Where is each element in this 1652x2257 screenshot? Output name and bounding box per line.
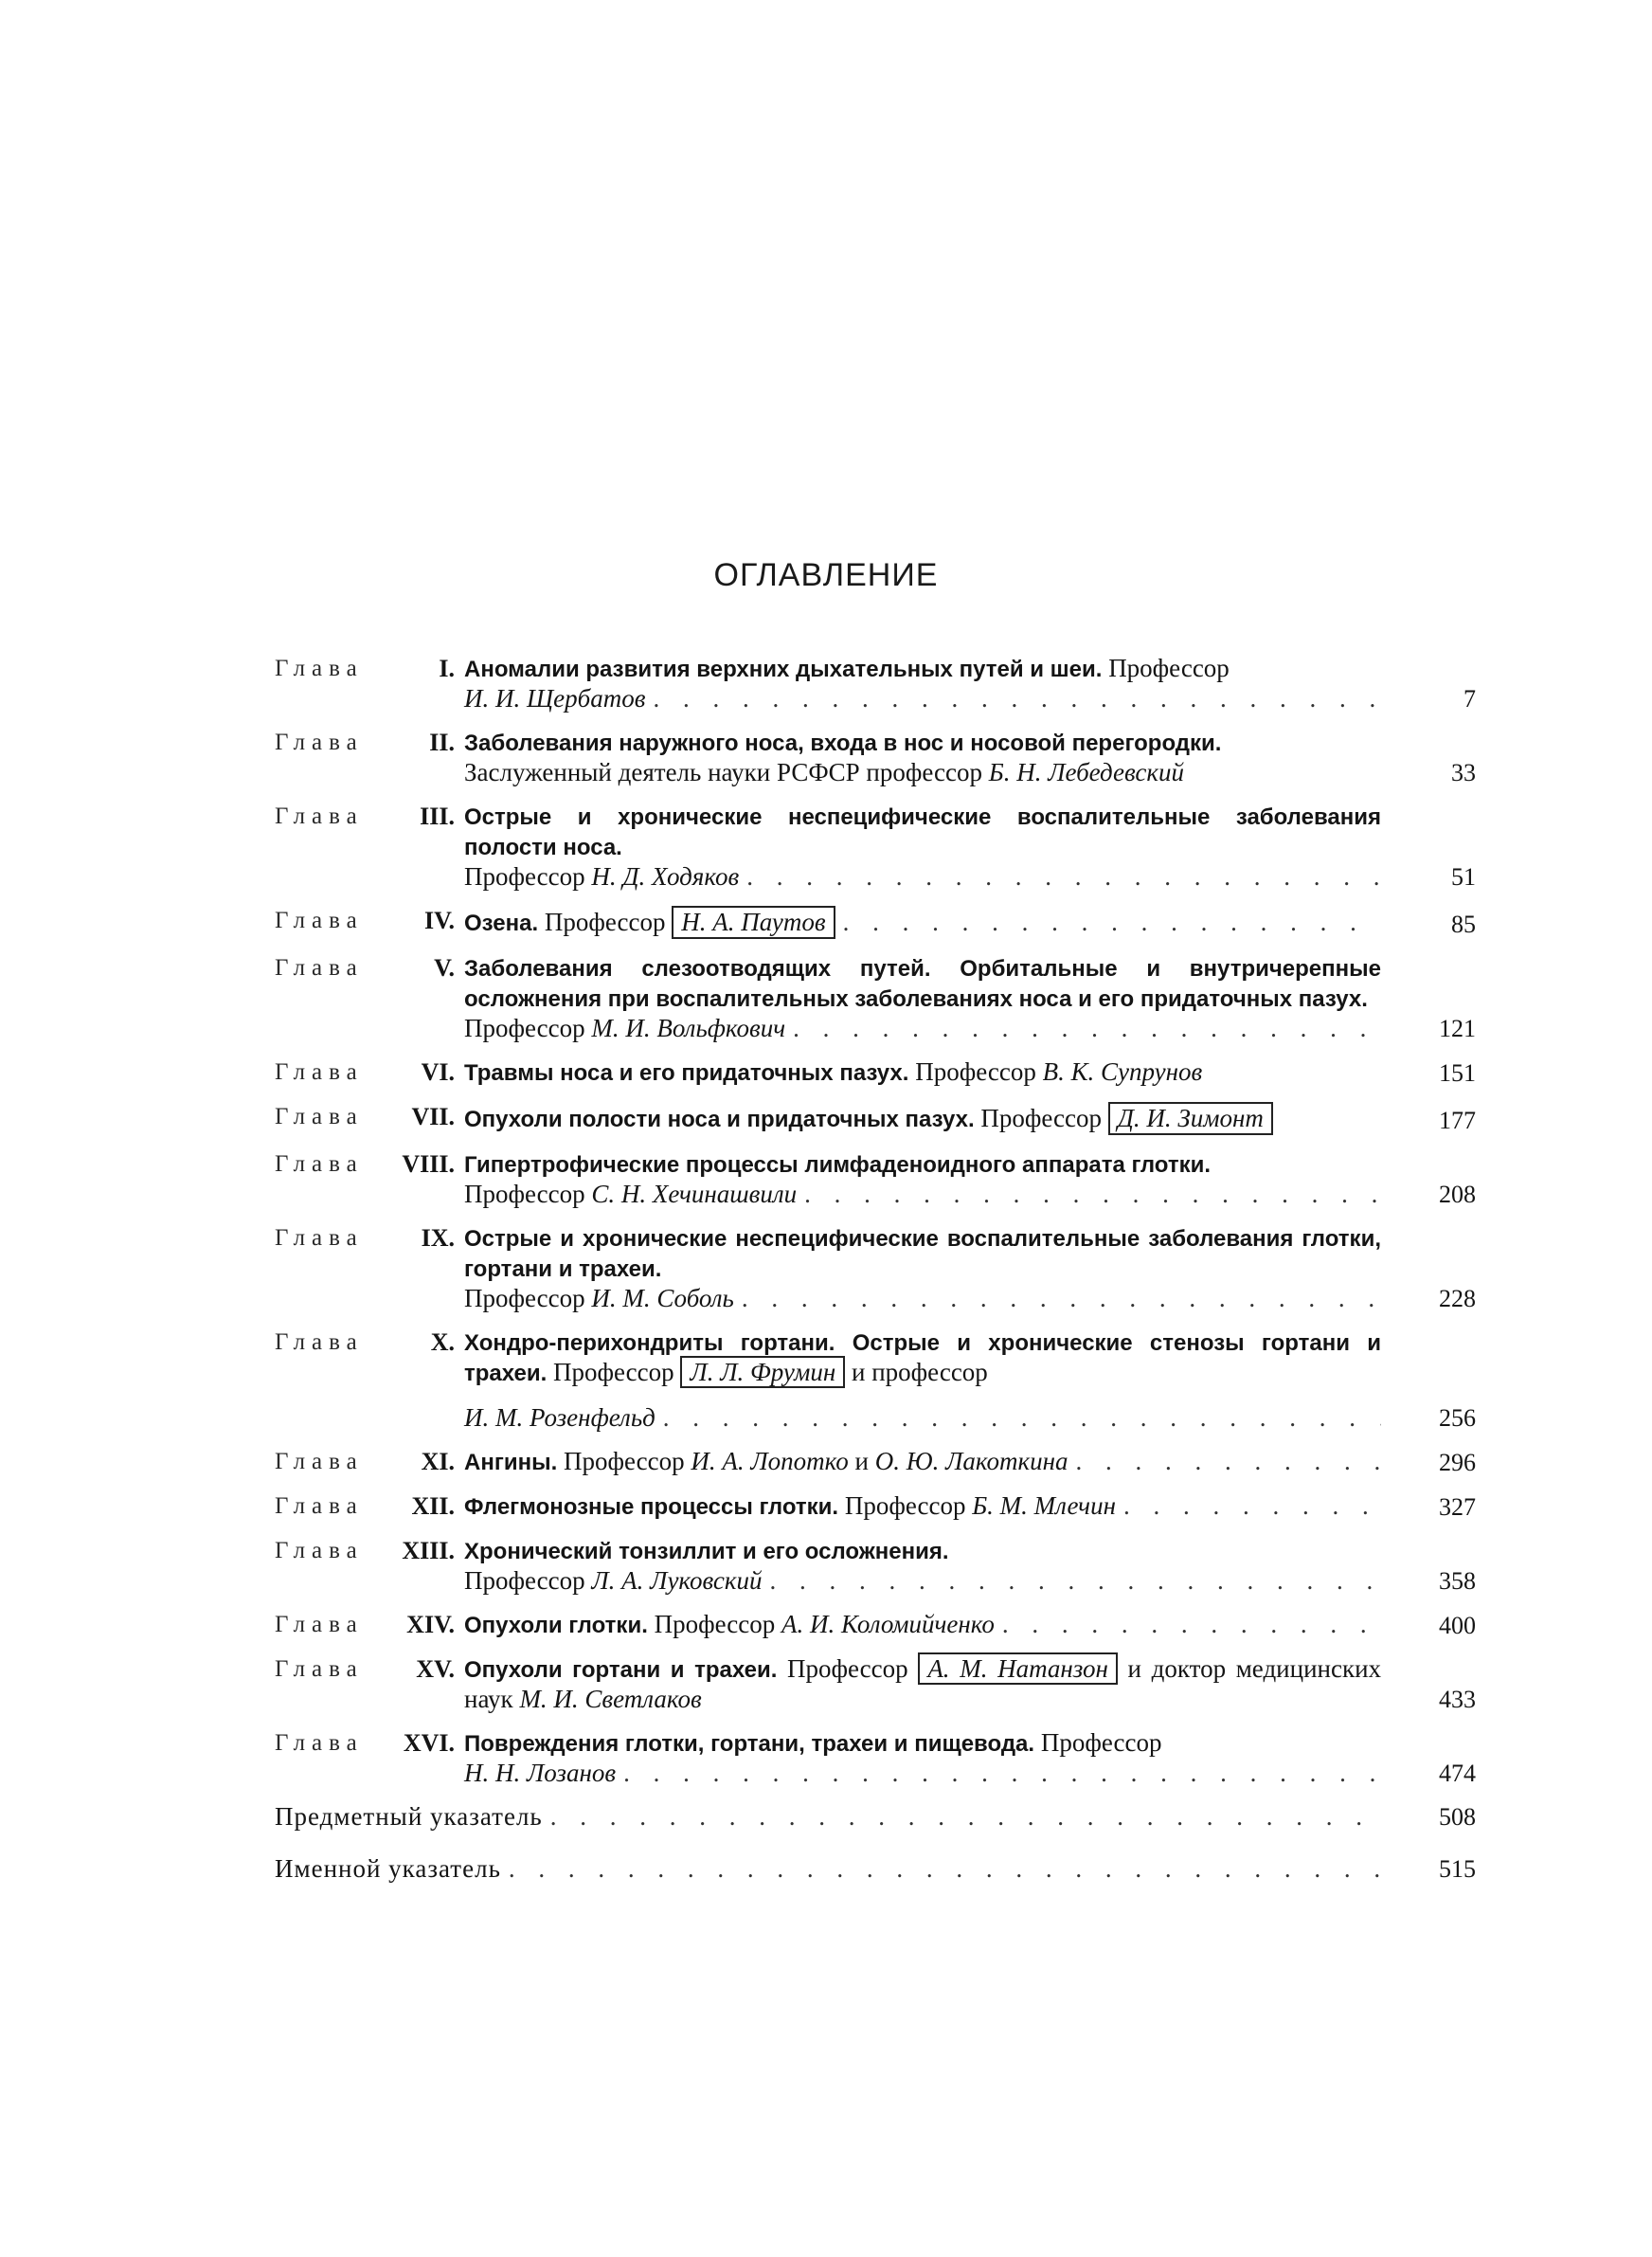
page-number: 515 [1439, 1855, 1476, 1883]
author-line [464, 906, 1381, 939]
chapter-word: Глава [275, 955, 364, 981]
page-number: 7 [1463, 685, 1476, 713]
author-line [464, 1491, 1381, 1522]
chapter-word: Глава [275, 803, 364, 829]
chapter-author-2: О. Ю. Лакоткина [874, 1447, 1068, 1475]
toc-name-index[interactable] [275, 1854, 1476, 1884]
chapter-title: Острые и хронические неспецифические воспалительные заболевания полости носа. [464, 804, 1381, 860]
chapter-number: XV. [416, 1655, 455, 1683]
chapter-author: И. М. Соболь [591, 1284, 734, 1312]
toc-entry-16[interactable] [275, 1728, 1476, 1788]
chapter-title: Хронический тонзиллит и его осложнения. [464, 1539, 949, 1564]
chapter-author-boxed: А. М. Натанзон [918, 1652, 1118, 1685]
chapter-body [464, 1491, 1381, 1522]
chapter-body [464, 1536, 1381, 1596]
toc-subject-index[interactable] [275, 1802, 1476, 1832]
author-prefix: Профессор [787, 1654, 908, 1683]
leader-dots [843, 908, 1381, 937]
chapter-word: Глава [275, 1493, 364, 1519]
author-line [464, 758, 1381, 787]
author-line [464, 1566, 1381, 1596]
author-line [464, 1180, 1381, 1209]
chapter-author-2: М. И. Светлаков [519, 1685, 702, 1713]
page-number: 296 [1439, 1449, 1476, 1476]
author-line [464, 1610, 1381, 1640]
chapter-title: Флегмонозные процессы глотки. [464, 1494, 839, 1520]
index-line [275, 1854, 1381, 1884]
author-prefix: Профессор [654, 1610, 776, 1638]
chapter-word: Глава [275, 1059, 364, 1085]
chapter-number: I. [439, 655, 455, 682]
page-number: 85 [1451, 911, 1476, 938]
chapter-title: Опухоли глотки. [464, 1613, 648, 1638]
page-number: 151 [1439, 1059, 1476, 1087]
chapter-body [464, 1728, 1381, 1788]
page-number: 121 [1439, 1015, 1476, 1042]
author-line [464, 1057, 1381, 1088]
leader-dots [1076, 1447, 1382, 1476]
chapter-author: М. И. Вольфкович [591, 1014, 786, 1042]
toc-entry-14[interactable] [275, 1610, 1476, 1640]
page-number: 33 [1451, 759, 1476, 786]
chapter-author: Л. А. Луковский [591, 1566, 763, 1595]
page-number: 228 [1439, 1285, 1476, 1312]
chapter-number: X. [430, 1328, 455, 1356]
chapter-number: III. [420, 803, 455, 830]
leader-dots [509, 1854, 1381, 1884]
chapter-author: Б. М. Млечин [972, 1491, 1116, 1520]
chapter-title: Озена. [464, 911, 539, 936]
chapter-word: Глава [275, 1612, 364, 1637]
author-joiner: и [854, 1447, 869, 1475]
chapter-body [464, 1223, 1381, 1313]
chapter-title: Гипертрофические процессы лимфаденоидного аппарата глотки. [464, 1152, 1212, 1178]
chapter-author: Н. Д. Ходяков [591, 862, 740, 891]
leader-dots [746, 862, 1381, 892]
chapter-author: В. К. Супрунов [1042, 1057, 1203, 1086]
chapter-word: Глава [275, 1225, 364, 1251]
chapter-word: Глава [275, 1656, 364, 1682]
chapter-word: Глава [275, 1104, 364, 1129]
chapter-title: Ангины. [464, 1450, 558, 1475]
chapter-title: Опухоли полости носа и придаточных пазух. [464, 1107, 975, 1132]
chapter-word: Глава [275, 1151, 364, 1177]
chapter-title: Опухоли гортани и трахеи. [464, 1657, 778, 1683]
page-number: 177 [1439, 1107, 1476, 1134]
author-prefix: Профессор [544, 908, 666, 936]
chapter-number: VIII. [402, 1150, 455, 1178]
author-line [464, 862, 1381, 892]
chapter-author-boxed: Н. А. Паутов [672, 906, 835, 939]
chapter-body [464, 802, 1381, 892]
chapter-author-boxed: Д. И. Зимонт [1108, 1102, 1273, 1135]
chapter-title: Аномалии развития верхних дыхательных путей и шеи. [464, 657, 1103, 682]
leader-dots [742, 1284, 1381, 1313]
chapter-author: Б. Н. Лебедевский [988, 758, 1184, 786]
toc-entry-4[interactable] [275, 906, 1476, 939]
leader-dots [1123, 1491, 1381, 1521]
page-number: 256 [1439, 1404, 1476, 1432]
chapter-title: Травмы носа и его придаточных пазух. [464, 1060, 909, 1086]
chapter-word: Глава [275, 1449, 364, 1474]
author-prefix: Профессор [553, 1358, 674, 1386]
page-number: 208 [1439, 1181, 1476, 1208]
table-of-contents [275, 654, 1476, 1906]
leader-dots [663, 1403, 1381, 1433]
author-line [464, 1447, 1381, 1477]
chapter-number: VI. [421, 1058, 455, 1086]
chapter-number: XIII. [402, 1537, 455, 1564]
toc-entry-3[interactable] [275, 802, 1476, 892]
chapter-body [464, 1610, 1381, 1640]
author-prefix: Профессор [464, 1566, 585, 1595]
chapter-title: Заболевания наружного носа, входа в нос и носовой перегородки. [464, 731, 1222, 756]
chapter-author-2: И. М. Розенфельд [464, 1403, 655, 1432]
author-prefix: Профессор [844, 1491, 966, 1520]
author-prefix: Профессор [980, 1104, 1102, 1132]
author-line [464, 1284, 1381, 1313]
author-prefix: Профессор [464, 1014, 585, 1042]
index-label: Предметный указатель [275, 1802, 543, 1831]
author-prefix: Профессор [915, 1057, 1036, 1086]
toc-entry-8[interactable] [275, 1149, 1476, 1209]
chapter-author: И. А. Лопотко [691, 1447, 849, 1475]
author-line [464, 1403, 1381, 1433]
chapter-author: А. И. Коломийченко [781, 1610, 995, 1638]
toc-entry-15[interactable] [275, 1654, 1476, 1714]
toc-entry-13[interactable] [275, 1536, 1476, 1596]
leader-dots [550, 1802, 1381, 1832]
index-line [275, 1802, 1381, 1832]
author-line [464, 1102, 1381, 1135]
toc-entry-11[interactable] [275, 1447, 1476, 1477]
chapter-word: Глава [275, 656, 364, 681]
toc-entry-6[interactable] [275, 1057, 1476, 1088]
chapter-body [464, 1057, 1381, 1088]
toc-entry-10[interactable] [275, 1327, 1476, 1433]
chapter-word: Глава [275, 1538, 364, 1563]
author-joiner: и профессор [852, 1358, 988, 1386]
author-prefix: Профессор [464, 1284, 585, 1312]
chapter-body [464, 1654, 1381, 1714]
chapter-body [464, 906, 1381, 939]
chapter-title: Острые и хронические неспецифические воспалительные заболевания глотки, гортани и трахеи. [464, 1226, 1381, 1282]
chapter-author-boxed: Л. Л. Фрумин [680, 1356, 845, 1388]
page-number: 508 [1439, 1803, 1476, 1831]
toc-entry-12[interactable] [275, 1491, 1476, 1522]
page-number: 327 [1439, 1493, 1476, 1521]
chapter-author: Н. Н. Лозанов [464, 1759, 617, 1787]
chapter-author: И. И. Щербатов [464, 684, 646, 713]
chapter-body [464, 1327, 1381, 1433]
author-line [464, 1014, 1381, 1043]
page-number: 474 [1439, 1760, 1476, 1787]
chapter-body [464, 654, 1381, 713]
toc-entry-7[interactable] [275, 1102, 1476, 1135]
author-line [464, 1759, 1381, 1788]
chapter-word: Глава [275, 1730, 364, 1756]
leader-dots [770, 1566, 1381, 1596]
chapter-body [464, 728, 1381, 787]
chapter-number: VII. [411, 1103, 455, 1130]
page-number: 400 [1439, 1612, 1476, 1639]
author-prefix: Профессор [1040, 1728, 1162, 1757]
chapter-body [464, 953, 1381, 1043]
chapter-number: XVI. [403, 1729, 455, 1757]
chapter-word: Глава [275, 908, 364, 933]
author-prefix: Профессор [564, 1447, 685, 1475]
toc-entry-9[interactable] [275, 1223, 1476, 1313]
page-number: 433 [1439, 1686, 1476, 1713]
toc-entry-1[interactable] [275, 654, 1476, 713]
chapter-body [464, 1447, 1381, 1477]
chapter-number: IX. [421, 1224, 455, 1252]
leader-dots [793, 1014, 1381, 1043]
leader-dots [653, 684, 1381, 713]
chapter-author: С. Н. Хечинашвили [591, 1180, 798, 1208]
index-label: Именной указатель [275, 1854, 501, 1883]
author-joiner: и доктор медицинских наук [464, 1654, 1382, 1713]
page-number: 51 [1451, 863, 1476, 891]
chapter-title: Заболевания слезоотводящих путей. Орбитальные и внутричерепные осложнения при воспалительных заболеваниях носа и его придаточных пазух. [464, 956, 1381, 1012]
author-prefix: Профессор [464, 1180, 585, 1208]
author-prefix: Профессор [464, 862, 585, 891]
chapter-number: IV. [423, 907, 455, 934]
author-prefix: Заслуженный деятель науки РСФСР профессор [464, 758, 983, 786]
leader-dots [804, 1180, 1381, 1209]
page-title: ОГЛАВЛЕНИЕ [713, 557, 939, 593]
chapter-number: XII. [411, 1492, 455, 1520]
chapter-body [464, 1102, 1381, 1135]
chapter-number: XIV. [406, 1611, 455, 1638]
chapter-word: Глава [275, 730, 364, 755]
chapter-word: Глава [275, 1329, 364, 1355]
author-line [464, 684, 1381, 713]
leader-dots [623, 1759, 1381, 1788]
chapter-title: Хондро-перихондриты гортани. Острые и хронические стенозы гортани и трахеи. [464, 1330, 1381, 1386]
chapter-title: Повреждения глотки, гортани, трахеи и пищевода. [464, 1731, 1035, 1757]
chapter-number: II. [429, 729, 455, 756]
chapter-number: XI. [421, 1448, 455, 1475]
leader-dots [1002, 1610, 1381, 1639]
author-prefix: Профессор [1108, 654, 1230, 682]
chapter-number: V. [434, 954, 455, 982]
toc-entry-2[interactable] [275, 728, 1476, 787]
page-number: 358 [1439, 1567, 1476, 1595]
toc-entry-5[interactable] [275, 953, 1476, 1043]
chapter-body [464, 1149, 1381, 1209]
